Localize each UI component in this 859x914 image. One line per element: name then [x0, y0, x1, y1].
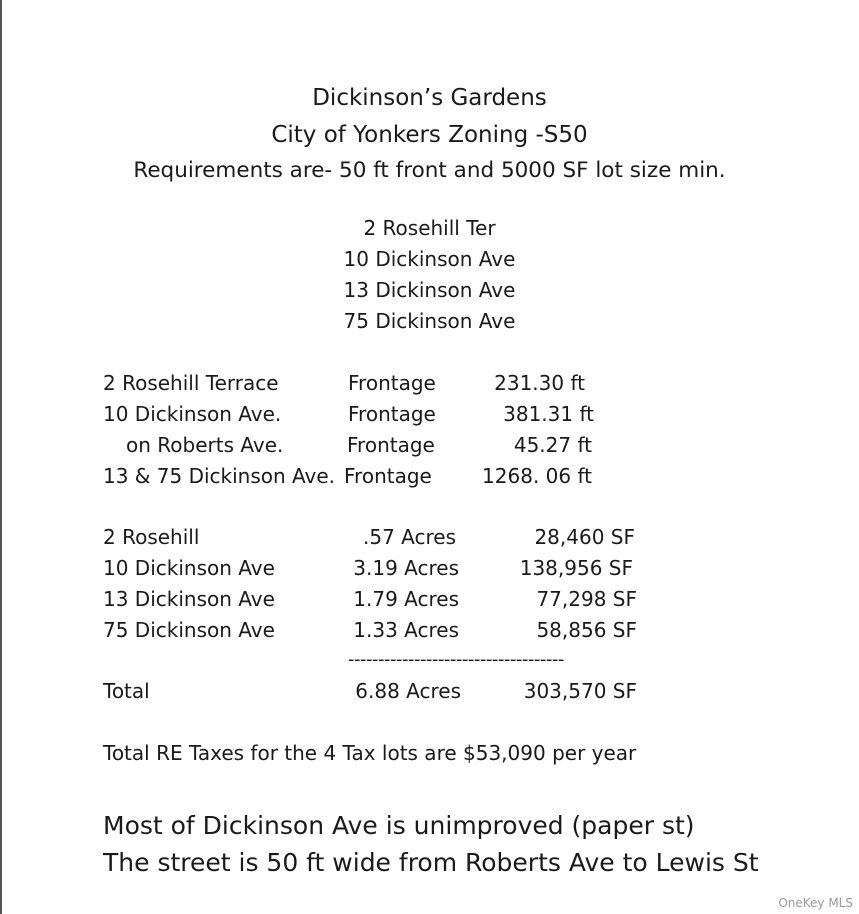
address-item: 75 Dickinson Ave [343, 309, 516, 333]
total-acres: 6.88 Acres [355, 679, 461, 703]
total-square-feet: 303,570 SF [523, 679, 637, 703]
lot-square-feet: 77,298 SF [536, 587, 637, 611]
street-note: The street is 50 ft wide from Roberts Ave to Lewis St [103, 848, 759, 877]
frontage-label: Frontage [344, 464, 432, 488]
tax-statement: Total RE Taxes for the 4 Tax lots are $53,090 per year [103, 741, 637, 765]
frontage-name: 10 Dickinson Ave. [103, 402, 282, 426]
lot-name: 13 Dickinson Ave [103, 587, 275, 611]
lot-name: 10 Dickinson Ave [103, 556, 275, 580]
lot-name: 2 Rosehill [103, 525, 200, 549]
zoning-requirements: Requirements are- 50 ft front and 5000 SF lot size min. [133, 158, 726, 183]
lot-acres: 1.33 Acres [353, 618, 459, 642]
frontage-value: 1268. 06 ft [482, 464, 592, 488]
address-item: 10 Dickinson Ave [343, 247, 516, 271]
lot-acres: 1.79 Acres [353, 587, 459, 611]
frontage-value: 45.27 ft [513, 433, 592, 457]
lot-square-feet: 28,460 SF [534, 525, 635, 549]
frontage-name: on Roberts Ave. [126, 433, 284, 457]
frontage-value: 381.31 ft [503, 402, 594, 426]
total-divider: ------------------------------------ [348, 649, 564, 670]
lot-square-feet: 58,856 SF [536, 618, 637, 642]
frontage-name: 2 Rosehill Terrace [103, 371, 279, 395]
document-title: Dickinson’s Gardens [312, 85, 547, 111]
document-subtitle: City of Yonkers Zoning -S50 [271, 122, 588, 148]
watermark: OneKey MLS [778, 896, 853, 910]
lot-name: 75 Dickinson Ave [103, 618, 275, 642]
address-item: 13 Dickinson Ave [343, 278, 516, 302]
lot-acres: 3.19 Acres [353, 556, 459, 580]
frontage-name: 13 & 75 Dickinson Ave. [103, 464, 336, 488]
frontage-value: 231.30 ft [494, 371, 585, 395]
frontage-label: Frontage [347, 433, 435, 457]
lot-square-feet: 138,956 SF [519, 556, 633, 580]
frontage-label: Frontage [348, 402, 436, 426]
total-label: Total [103, 679, 150, 703]
street-note: Most of Dickinson Ave is unimproved (paper st) [103, 811, 695, 840]
address-item: 2 Rosehill Ter [363, 216, 496, 240]
lot-acres: .57 Acres [363, 525, 456, 549]
frontage-label: Frontage [348, 371, 436, 395]
